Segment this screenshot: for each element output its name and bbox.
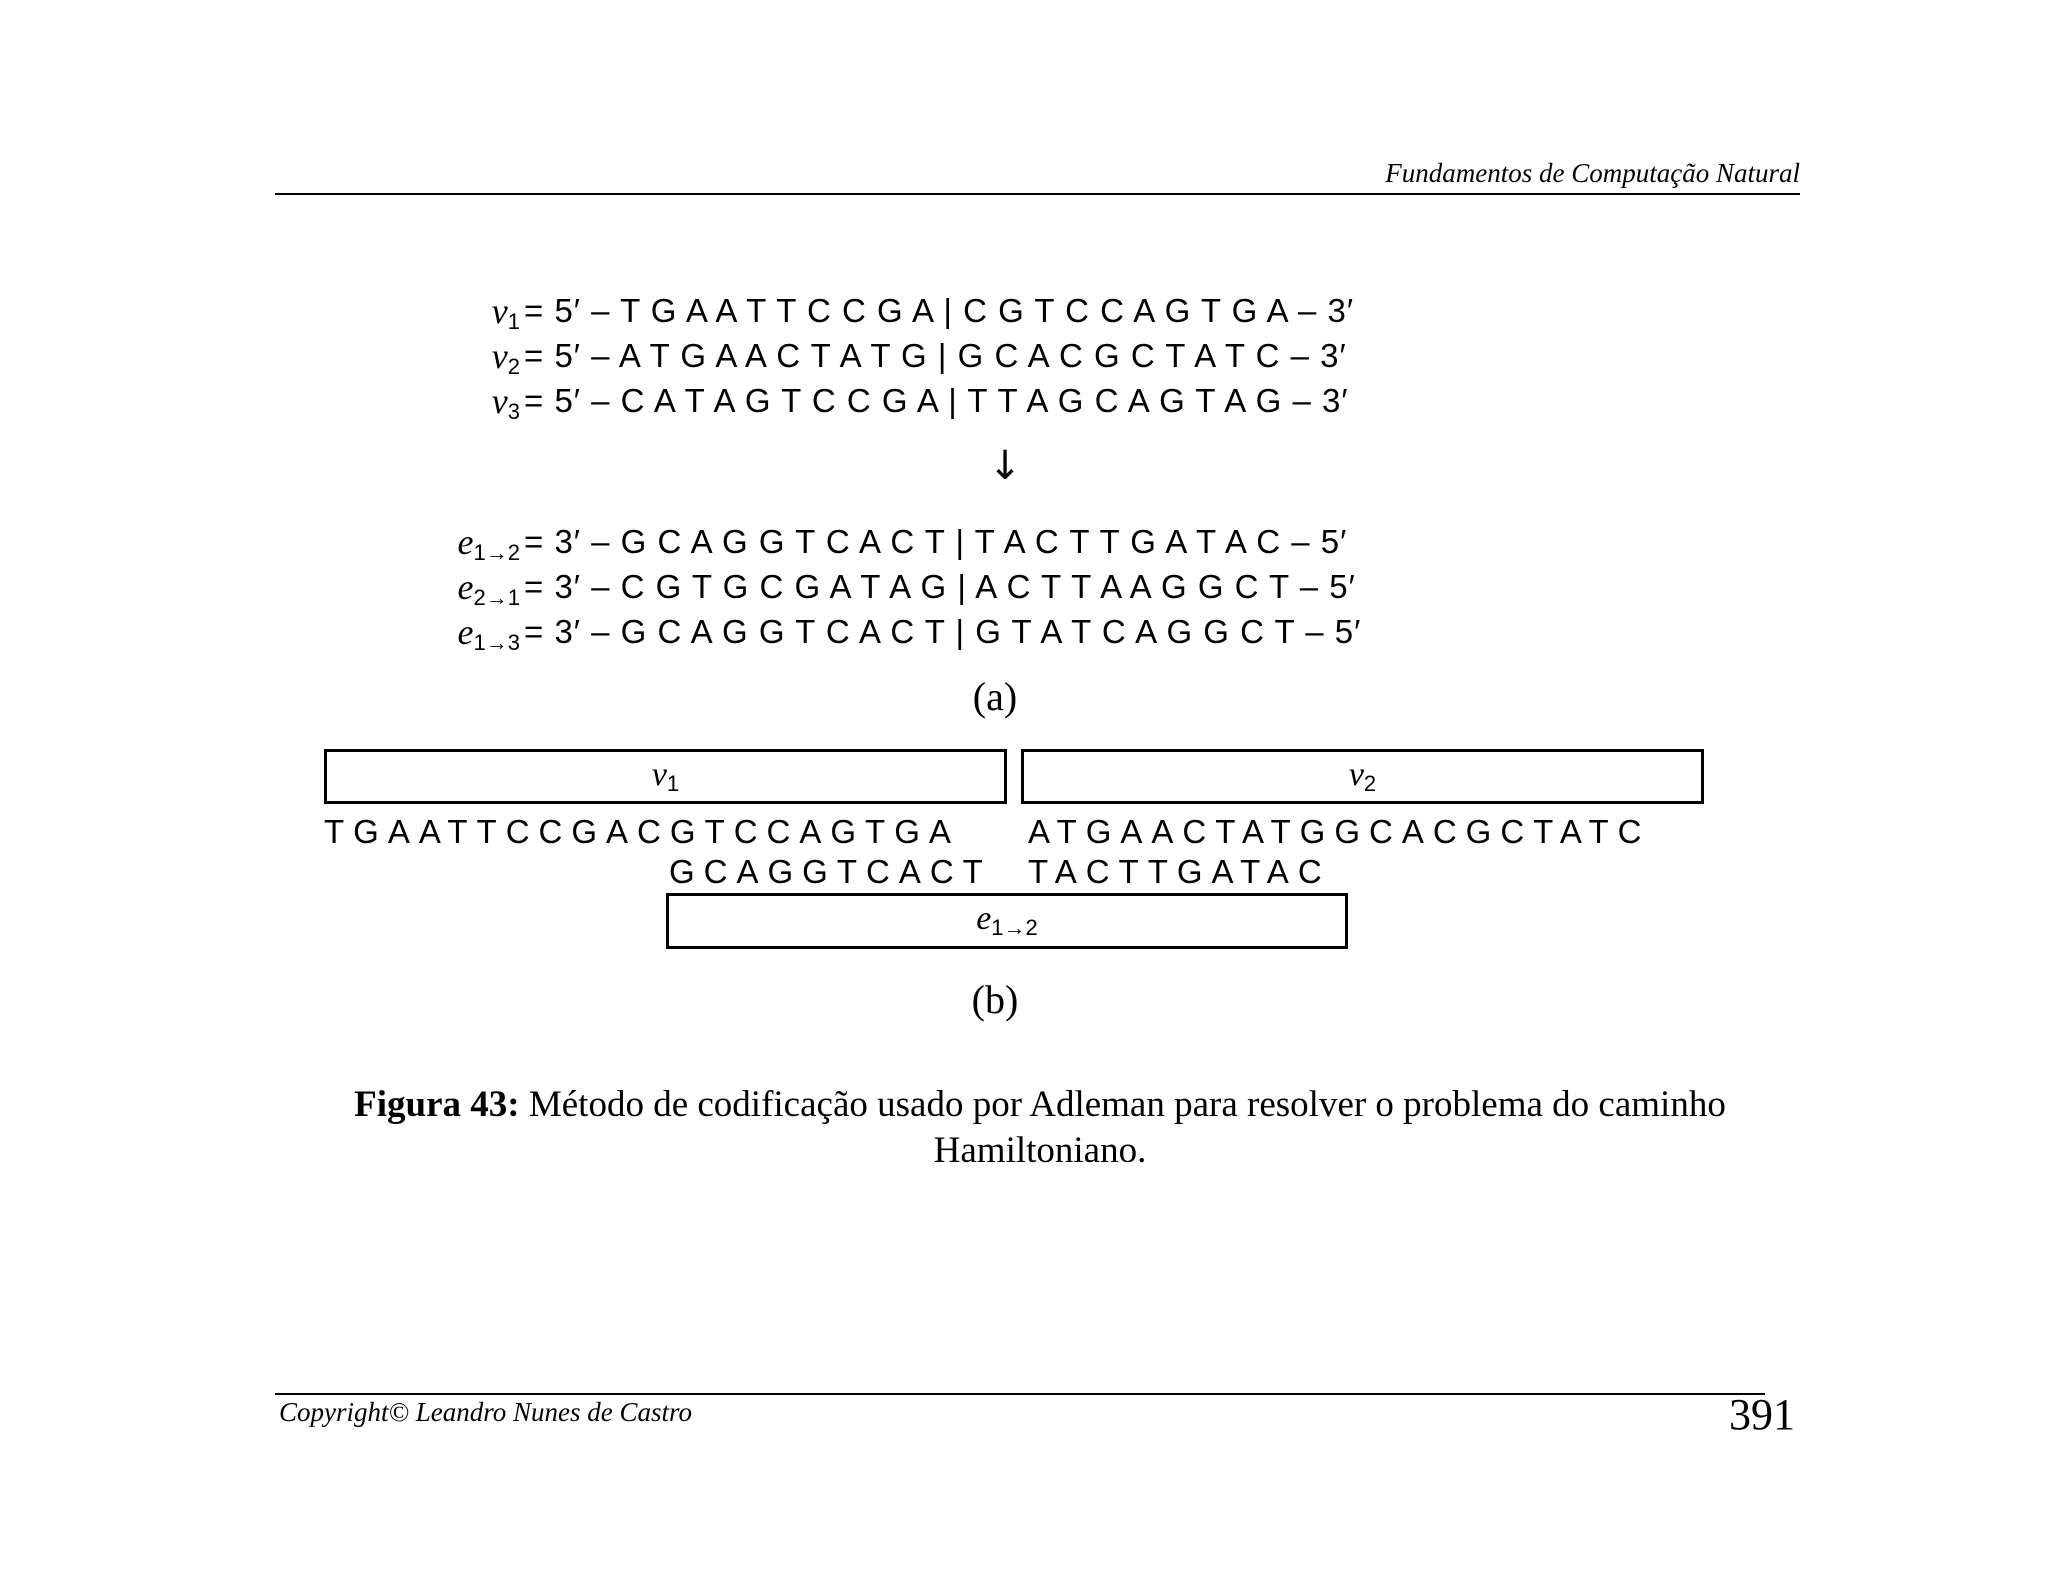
panel-b-label: (b) bbox=[971, 977, 1019, 1022]
edge-sequence: = 3′ – G C A G G T C A C T | G T A T C A G G C T – 5′ bbox=[524, 613, 1362, 650]
page-number: 391 bbox=[1729, 1390, 1795, 1439]
edge-sequence: = 3′ – C G T G C G A T A G | A C T T A A G G C T – 5′ bbox=[524, 568, 1356, 605]
edge-label: $e_{1\to 3}$ bbox=[457, 612, 520, 655]
footer-rule bbox=[275, 1393, 1765, 1395]
caption-text: Método de codificação usado por Adleman para resolver o problema do caminho Hamiltoniano. bbox=[519, 1084, 1726, 1171]
panel-a-label: (a) bbox=[972, 674, 1018, 719]
vertex-label: $v_2$ bbox=[491, 336, 520, 379]
edge-sequence: = 3′ – G C A G G T C A C T | T A C T T G A T A C – 5′ bbox=[524, 523, 1348, 560]
header-rule bbox=[275, 193, 1800, 195]
strand-v1: TGAATTCCGACGTCCAGTGA bbox=[324, 813, 960, 850]
vertex-label: $v_3$ bbox=[491, 381, 520, 424]
box-v2: $v_2$ bbox=[1021, 749, 1704, 804]
box-v1: $v_1$ bbox=[324, 749, 1007, 804]
edge-strand-left: GCAGGTCACT bbox=[669, 853, 992, 890]
figure-caption bbox=[280, 1082, 1800, 1174]
vertex-label: $v_1$ bbox=[491, 291, 520, 334]
copyright: Copyright© Leandro Nunes de Castro bbox=[279, 1397, 693, 1427]
vertex-sequence: = 5′ – C A T A G T C C G A | T T A G C A G T A G – 3′ bbox=[524, 382, 1349, 419]
down-arrow-icon: ↓ bbox=[988, 443, 1022, 489]
box-e12: $e_{1\to 2}$ bbox=[666, 893, 1348, 949]
running-header: Fundamentos de Computação Natural bbox=[1385, 158, 1800, 188]
strand-v2: ATGAACTATGGCACGCTATC bbox=[1028, 813, 1651, 850]
caption-prefix: Figura 43: bbox=[354, 1084, 520, 1125]
edge-strand-right: TACTTGATAC bbox=[1028, 853, 1331, 890]
edge-label: $e_{1\to 2}$ bbox=[457, 522, 520, 565]
edge-label: $e_{2\to 1}$ bbox=[457, 567, 520, 610]
vertex-sequence: = 5′ – A T G A A C T A T G | G C A C G C T A T C – 3′ bbox=[524, 337, 1347, 374]
vertex-sequence: = 5′ – T G A A T T C C G A | C G T C C A G T G A – 3′ bbox=[524, 292, 1355, 329]
